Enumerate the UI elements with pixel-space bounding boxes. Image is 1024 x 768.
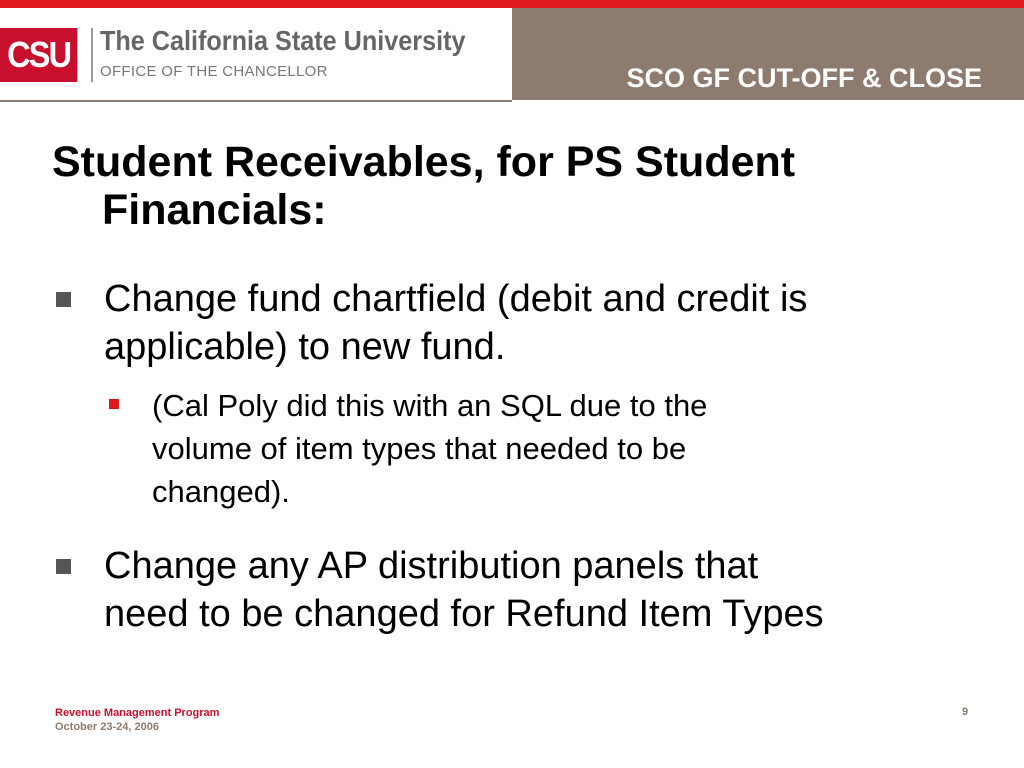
square-bullet-icon <box>56 292 71 307</box>
footer-program: Revenue Management Program <box>55 707 220 719</box>
bullet-line: applicable) to new fund. <box>104 326 506 368</box>
section-title-band <box>512 8 1024 100</box>
slide-heading <box>52 138 982 234</box>
slide-heading-line1: Student Receivables, for PS Student <box>52 138 796 186</box>
slide-heading-line2: Financials: <box>102 186 327 234</box>
sub-bullet-line: volume of item types that needed to be <box>152 431 687 466</box>
bullet-line: need to be changed for Refund Item Types <box>104 593 824 635</box>
header-rule <box>0 100 512 102</box>
footer-info <box>55 706 219 734</box>
bullet-item <box>104 275 984 371</box>
top-accent-stripe <box>0 0 1024 8</box>
bullet-line: Change any AP distribution panels that <box>104 545 759 587</box>
org-subtitle: OFFICE OF THE CHANCELLOR <box>100 63 328 80</box>
bullet-item <box>104 542 984 638</box>
sub-bullet-line: (Cal Poly did this with an SQL due to the <box>152 388 708 423</box>
bullet-line: Change fund chartfield (debit and credit is <box>104 278 808 320</box>
org-name: The California State University <box>100 25 466 56</box>
sub-bullet-line: changed). <box>152 474 290 509</box>
csu-logo-area <box>0 8 512 100</box>
footer-date: October 23-24, 2006 <box>55 721 159 733</box>
section-title: SCO GF CUT-OFF & CLOSE <box>626 63 982 93</box>
sub-bullet-item <box>152 384 912 513</box>
csu-logo-mark: CSU <box>0 28 77 82</box>
logo-divider <box>91 28 93 82</box>
red-square-bullet-icon <box>109 399 119 409</box>
square-bullet-icon <box>56 559 71 574</box>
page-number: 9 <box>962 706 969 718</box>
